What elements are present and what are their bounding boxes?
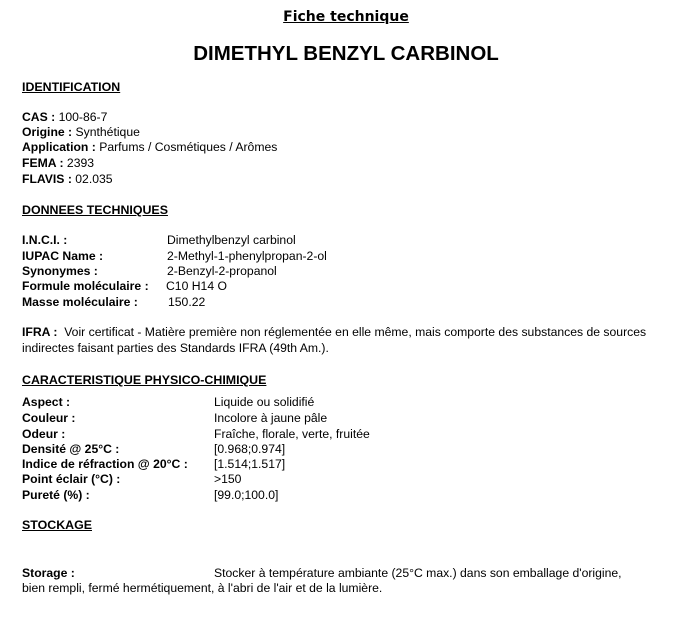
document-type: Fiche technique (283, 9, 409, 25)
identification-heading: IDENTIFICATION (22, 80, 121, 94)
physico-row (22, 411, 672, 426)
tech-row-label: Formule moléculaire : (22, 279, 149, 293)
physico-chimique-heading: CARACTERISTIQUE PHYSICO-CHIMIQUE (22, 373, 267, 387)
physico-row-value: Incolore à jaune pâle (214, 411, 328, 425)
tech-row (22, 233, 672, 248)
physico-row-label: Couleur : (22, 411, 76, 425)
tech-row-value: 2-Methyl-1-phenylpropan-2-ol (167, 249, 327, 263)
tech-row-value: Dimethylbenzyl carbinol (167, 233, 296, 247)
physico-row (22, 488, 672, 503)
tech-row-label: IUPAC Name : (22, 249, 104, 263)
tech-row-label: Synonymes : (22, 264, 98, 278)
tech-row-label: I.N.C.I. : (22, 233, 68, 247)
tech-row (22, 249, 672, 264)
fema-value: 2393 (66, 156, 95, 170)
ifra-text: Voir certificat - Matière première non réglementée en elle même, mais comporte des substances de sources indirectes faisant parties des Standards IFRA (49th Am.). (22, 325, 647, 355)
physico-row (22, 442, 672, 457)
physico-row (22, 427, 672, 442)
physico-row-label: Point éclair (°C) : (22, 472, 121, 486)
application-line (22, 140, 277, 155)
tech-row-label: Masse moléculaire : (22, 295, 138, 309)
physico-row-value: Liquide ou solidifié (214, 395, 315, 409)
tech-row (22, 264, 672, 279)
tech-row-value: 2-Benzyl-2-propanol (167, 264, 277, 278)
storage-label: Storage : (22, 566, 75, 580)
flavis-line (22, 172, 113, 187)
storage-text-line1: Stocker à température ambiante (25°C max.) dans son emballage d'origine, (214, 566, 622, 580)
tech-row (22, 279, 672, 294)
product-title: DIMETHYL BENZYL CARBINOL (193, 42, 499, 65)
origine-value: Synthétique (75, 125, 140, 139)
physico-row (22, 472, 672, 487)
origine-label: Origine : (22, 125, 73, 139)
fema-line (22, 156, 94, 171)
ifra-paragraph (22, 324, 672, 356)
physico-row-label: Aspect : (22, 395, 71, 409)
physico-row (22, 457, 672, 472)
tech-row (22, 295, 672, 310)
physico-row-value: [99.0;100.0] (214, 488, 279, 502)
stockage-heading: STOCKAGE (22, 518, 92, 532)
origine-line (22, 125, 140, 140)
storage-text-line2: bien rempli, fermé hermétiquement, à l'abri de l'air et de la lumière. (22, 581, 383, 595)
physico-row (22, 395, 672, 410)
physico-row-label: Pureté (%) : (22, 488, 90, 502)
tech-row-value: C10 H14 O (166, 279, 227, 293)
cas-label: CAS : (22, 110, 56, 124)
application-value: Parfums / Cosmétiques / Arômes (99, 140, 278, 154)
physico-row-value: Fraîche, florale, verte, fruitée (214, 427, 370, 441)
physico-row-value: >150 (214, 472, 242, 486)
physico-row-label: Indice de réfraction @ 20°C : (22, 457, 188, 471)
storage-row (22, 566, 672, 581)
physico-row-value: [1.514;1.517] (214, 457, 286, 471)
donnees-techniques-heading: DONNEES TECHNIQUES (22, 203, 168, 217)
physico-row-label: Odeur : (22, 427, 66, 441)
cas-line (22, 110, 107, 125)
application-label: Application : (22, 140, 96, 154)
flavis-label: FLAVIS : (22, 172, 72, 186)
ifra-label: IFRA : (22, 325, 58, 339)
fema-label: FEMA : (22, 156, 64, 170)
flavis-value: 02.035 (75, 172, 113, 186)
physico-row-value: [0.968;0.974] (214, 442, 286, 456)
physico-row-label: Densité @ 25°C : (22, 442, 120, 456)
cas-value: 100-86-7 (58, 110, 108, 124)
tech-row-value: 150.22 (168, 295, 206, 309)
